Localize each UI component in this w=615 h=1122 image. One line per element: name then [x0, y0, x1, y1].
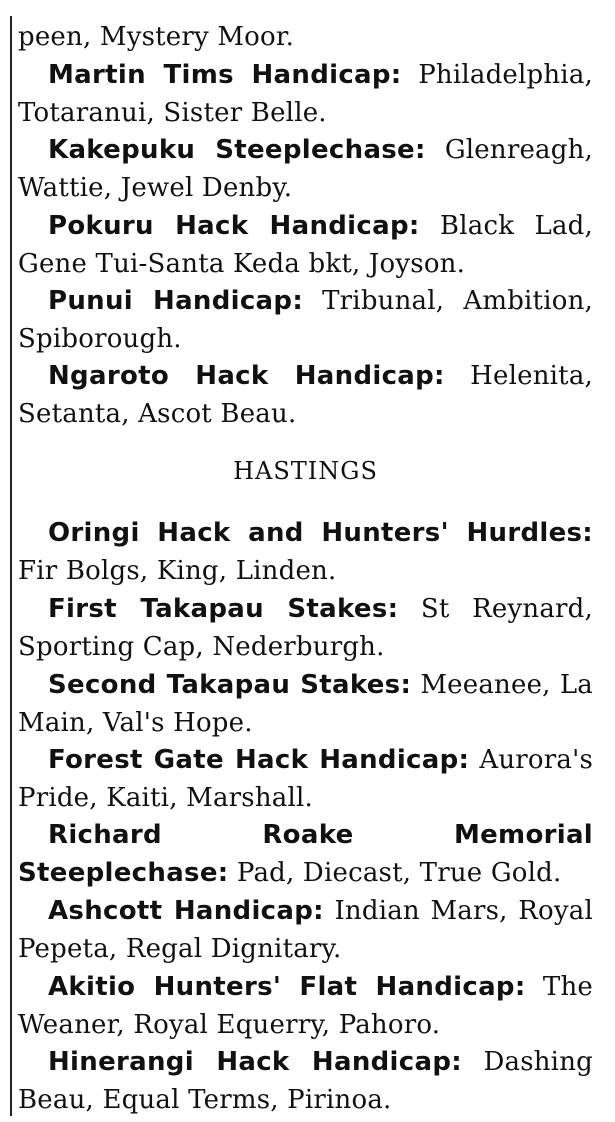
race-name: Ashcott Handicap:	[48, 896, 324, 926]
placings: Tribunal, Ambition, Spiborough.	[18, 286, 593, 354]
race-name: Pokuru Hack Handicap:	[48, 211, 420, 241]
placings: Dashing Beau, Equal Terms, Pirinoa.	[18, 1047, 593, 1115]
placings: Helenita, Setanta, Ascot Beau.	[18, 361, 593, 429]
result-entry	[18, 590, 593, 666]
placings: Pad, Diecast, True Gold.	[228, 858, 562, 888]
result-entry	[18, 741, 593, 817]
race-name: Forest Gate Hack Handicap:	[48, 745, 470, 775]
intro-text: peen, Mystery Moor.	[18, 22, 295, 52]
result-entry	[18, 666, 593, 742]
race-name: Kakepuku Steeplechase:	[48, 135, 426, 165]
column-rule	[10, 16, 12, 1116]
race-name: First Takapau Stakes:	[48, 594, 399, 624]
race-name: Punui Handicap:	[48, 286, 304, 316]
placings: Black Lad, Gene Tui-Santa Keda bkt, Joyson.	[18, 211, 593, 279]
placings: Philadelphia, Totaranui, Sister Belle.	[18, 60, 593, 128]
result-entry	[18, 282, 593, 358]
race-name: Second Takapau Stakes:	[48, 670, 412, 700]
result-entry	[18, 892, 593, 968]
placings: Meeanee, La Main, Val's Hope.	[18, 670, 593, 738]
placings: Indian Mars, Royal Pepeta, Regal Dignitary.	[18, 896, 593, 964]
race-name: Martin Tims Handicap:	[48, 60, 402, 90]
placings: Glenreagh, Wattie, Jewel Denby.	[18, 135, 594, 203]
result-entry	[18, 207, 593, 283]
section-heading: HASTINGS	[233, 457, 378, 485]
result-entry	[18, 816, 593, 892]
result-entry	[18, 131, 593, 207]
race-name: Akitio Hunters' Flat Handicap:	[48, 972, 526, 1002]
race-name: Ngaroto Hack Handicap:	[48, 361, 445, 391]
race-name: Oringi Hack and Hunters' Hurdles:	[48, 518, 593, 548]
placings: St Reynard, Sporting Cap, Nederburgh.	[18, 594, 593, 662]
intro-line	[18, 18, 593, 56]
race-name: Hinerangi Hack Handicap:	[48, 1047, 462, 1077]
result-entry	[18, 968, 593, 1044]
result-entry	[18, 56, 593, 132]
result-entry	[18, 1043, 593, 1119]
result-entry	[18, 514, 593, 590]
race-name: Richard Roake Memorial Steeplechase:	[18, 820, 593, 888]
placings: Fir Bolgs, King, Linden.	[18, 556, 337, 586]
placings: The Weaner, Royal Equerry, Pahoro.	[18, 972, 593, 1040]
result-entry	[18, 357, 593, 433]
placings: Aurora's Pride, Kaiti, Marshall.	[18, 745, 593, 813]
